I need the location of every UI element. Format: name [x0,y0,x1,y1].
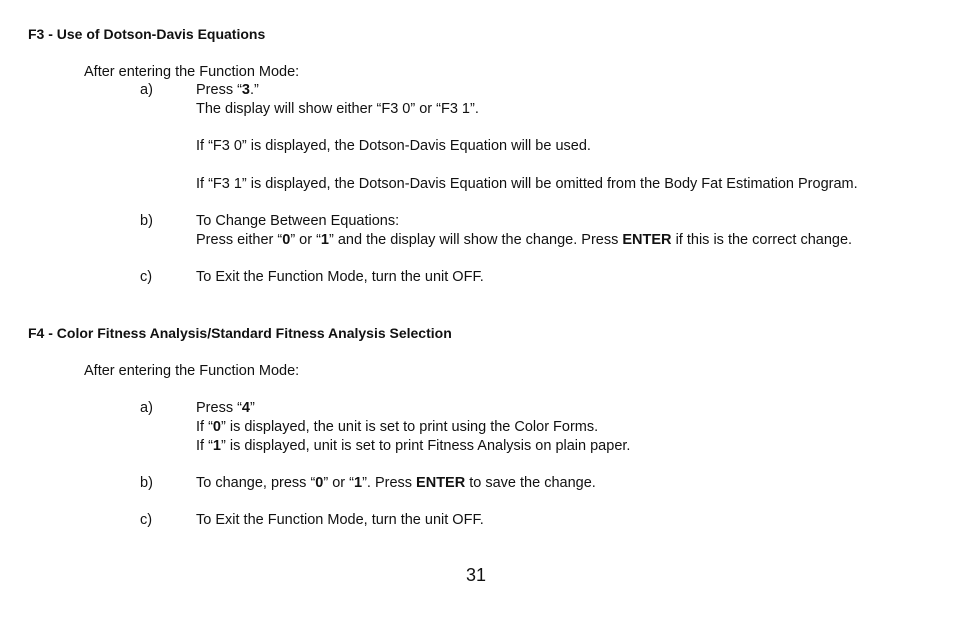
f3-c-label: c) [140,269,153,285]
f4-a-line2: If “0” is displayed, the unit is set to print using the Color Forms. [196,419,599,435]
f3-b-line1: To Change Between Equations: [196,213,400,229]
f4-b-line1: To change, press “0” or “1”. Press ENTER to save the change. [196,475,596,491]
f4-intro: After entering the Function Mode: [84,363,300,379]
f3-b-line2: Press either “0” or “1” and the display will show the change. Press ENTER if this is the correct change. [196,232,853,248]
f3-a-line1: Press “3.” [196,82,259,98]
f4-c-label: c) [140,512,153,528]
f4-b-label: b) [140,475,153,491]
f3-heading: F3 - Use of Dotson-Davis Equations [28,26,266,42]
f4-heading: F4 - Color Fitness Analysis/Standard Fitness Analysis Selection [28,325,452,341]
f3-a-label: a) [140,82,153,98]
f3-b-label: b) [140,213,153,229]
f3-a-line3: If “F3 0” is displayed, the Dotson-Davis Equation will be used. [196,138,591,154]
f4-c-line1: To Exit the Function Mode, turn the unit OFF. [196,512,484,528]
f4-a-label: a) [140,400,153,416]
f3-intro: After entering the Function Mode: [84,64,300,80]
f3-c-line1: To Exit the Function Mode, turn the unit OFF. [196,269,484,285]
f4-a-line1: Press “4” [196,400,255,416]
page-number: 31 [466,565,487,585]
f3-a-line4: If “F3 1” is displayed, the Dotson-Davis Equation will be omitted from the Body Fat Estimation Program. [196,176,858,192]
f3-a-line2: The display will show either “F3 0” or “F3 1”. [196,101,479,117]
f4-a-line3: If “1” is displayed, unit is set to print Fitness Analysis on plain paper. [196,438,631,454]
